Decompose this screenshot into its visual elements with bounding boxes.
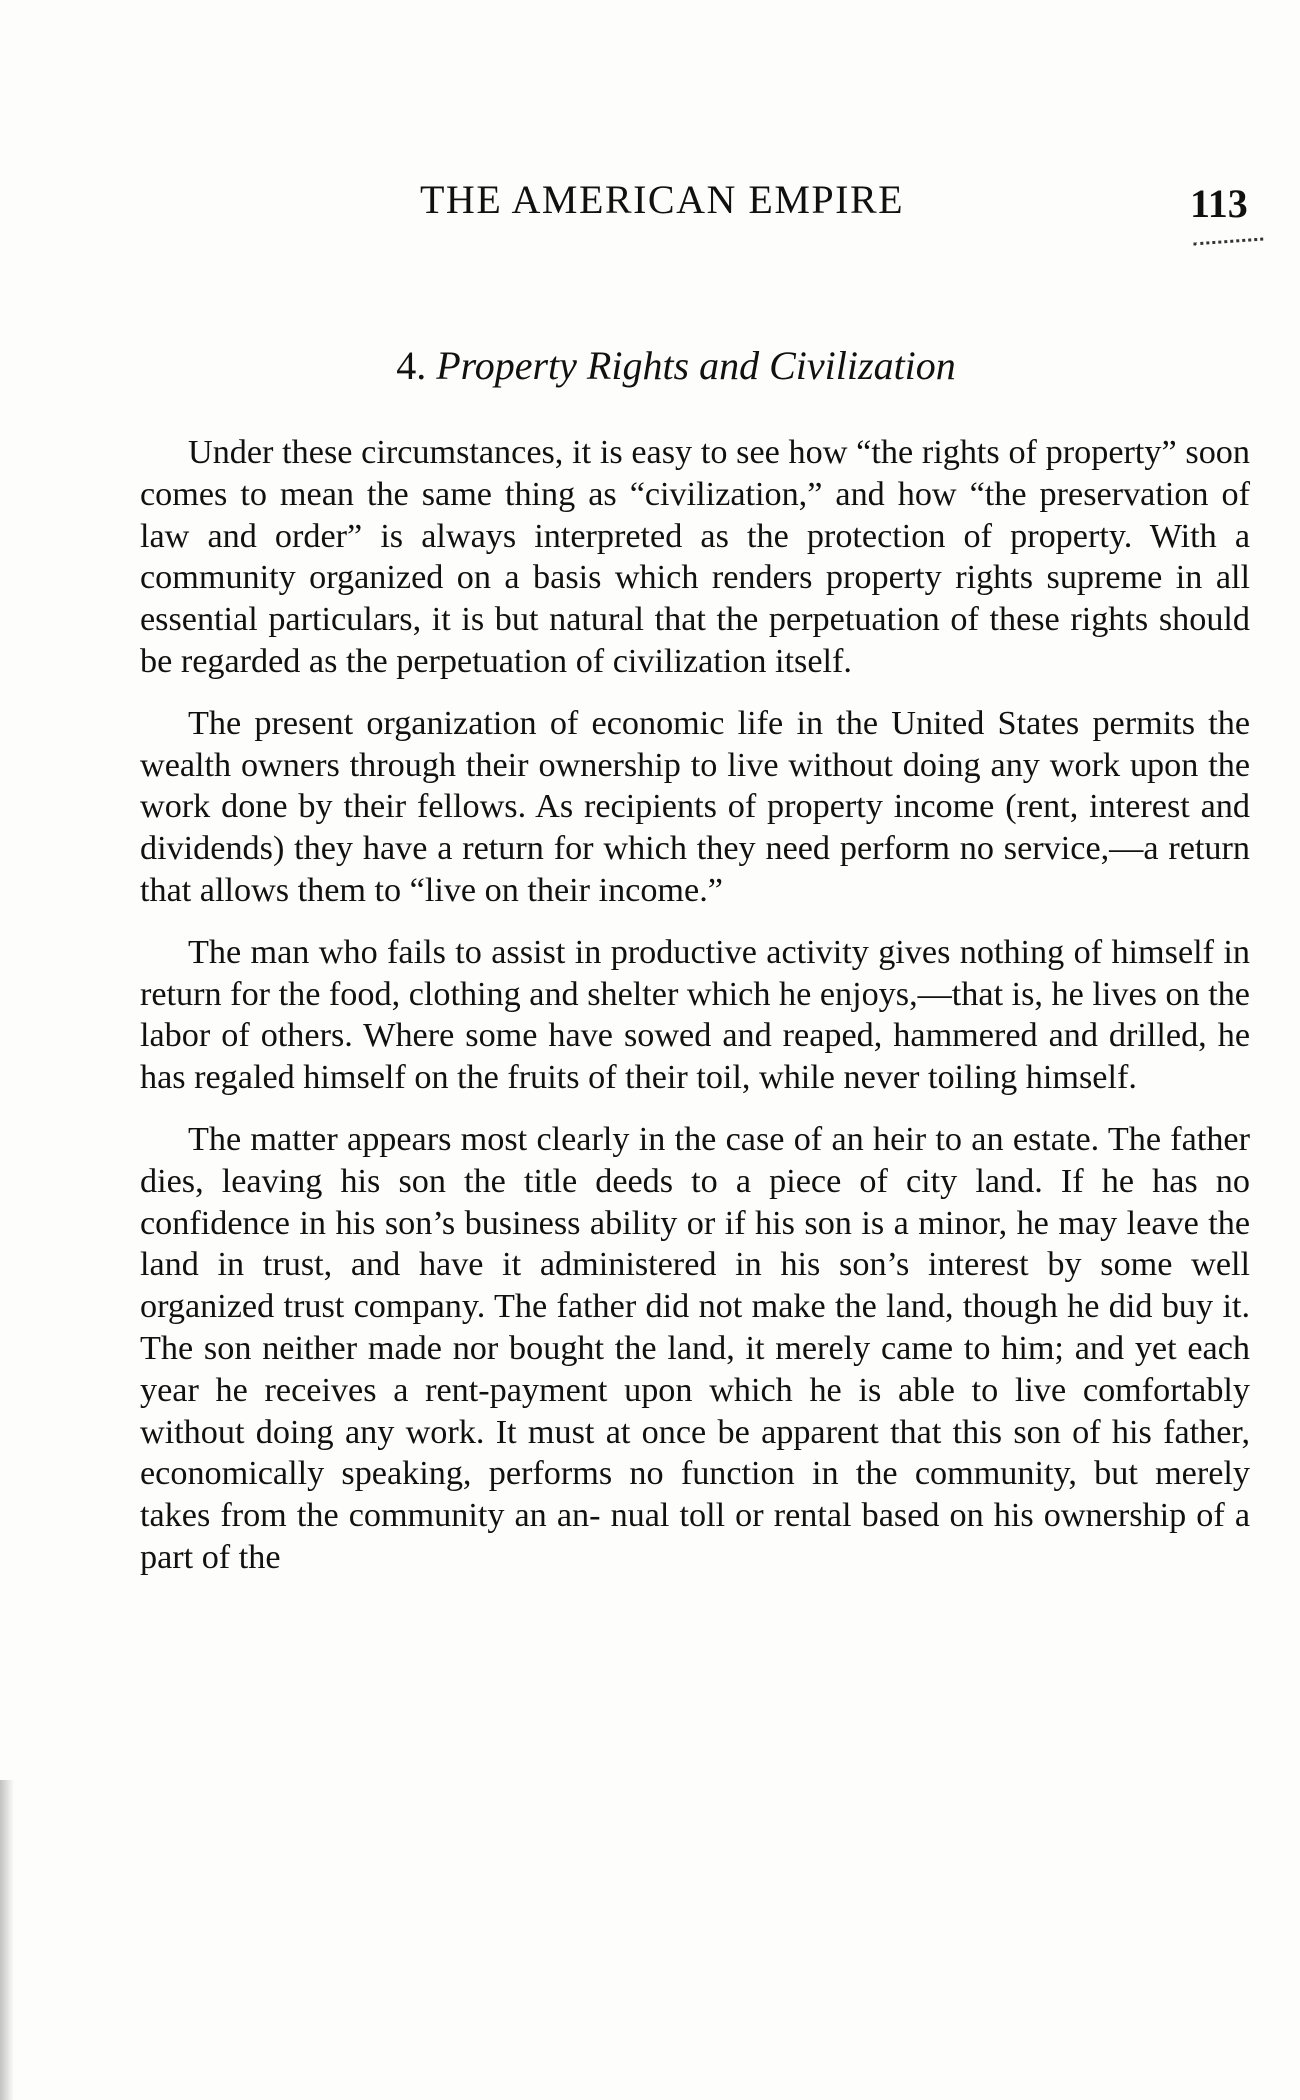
section-number: 4. [396,343,427,388]
ink-smudge [1193,230,1264,246]
paragraph: Under these circumstances, it is easy to see how “the rights of property” soon comes to mean the same thing as “civilization,” and how “the preservation of law and order” is always interpreted as the protection of property. With a community organized on a basis which renders property rights supreme in all essential particulars, it is but natural that the perpetuation of these rights should be regarded as the perpetuation of civilization itself. [140,434,1250,680]
page-number: 113 [1190,181,1248,226]
section-heading [0,342,1300,389]
page-edge-shadow [0,1780,14,2100]
paragraph: The present organization of economic life in the United States permits the wealth owners through their ownership to live without doing any work upon the work done by their fellows. As recipients of property income (rent, interest and dividends) they have a return for which they need perform no service,—a return that allows them to “live on their income.” [140,704,1250,909]
paragraph: The matter appears most clearly in the case of an heir to an estate. The father dies, leaving his son the title deeds to a piece of city land. If he has no confidence in his son’s business ability or if his son is a minor, he may leave the land in trust, and have it administered in his son’s interest by some well organized trust company. The father did not make the land, though he did buy it. The son neither made nor bought the land, it merely came to him; and yet each year he receives a rent-payment upon which he is able to live comfortably without doing any work. It must at once be apparent that this son of his father, economically speaking, performs no function in the community, but merely takes from the community an an- nual toll or rental based on his ownership of a part of the [140,1120,1250,1576]
section-title: Property Rights and Civilization [436,343,956,388]
running-head: THE AMERICAN EMPIRE [420,177,905,222]
body-text [140,432,1250,1599]
paragraph: The man who fails to assist in productive activity gives nothing of himself in return for the food, clothing and shelter which he enjoys,—that is, he lives on the labor of others. Where some have sowed and reaped, hammered and drilled, he has regaled himself on the fruits of their toil, while never toiling himself. [140,933,1250,1097]
